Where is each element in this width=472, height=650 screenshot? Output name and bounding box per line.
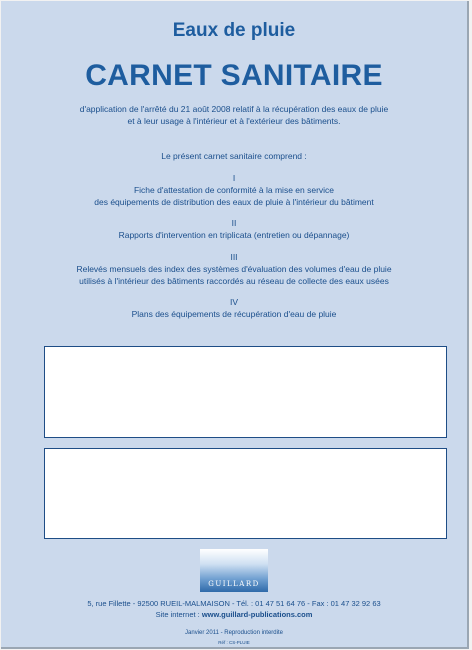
logo-text: GUILLARD xyxy=(208,580,260,588)
blank-field-upper[interactable] xyxy=(44,346,447,438)
section-2 xyxy=(21,217,447,241)
document-page xyxy=(1,1,469,649)
document-title: CARNET SANITAIRE xyxy=(85,59,383,92)
contents-heading: Le présent carnet sanitaire comprend : xyxy=(161,151,307,161)
blank-field-lower[interactable] xyxy=(44,448,447,539)
reference-code: Réf : CS-PLUIE xyxy=(218,640,250,645)
section-1 xyxy=(21,172,447,208)
intro-line-1: d'application de l'arrêté du 21 août 2008 relatif à la récupération des eaux de pluie xyxy=(79,104,389,114)
website-label: Site internet : xyxy=(155,610,202,619)
section-line-2: des équipements de distribution des eaux de pluie à l'intérieur du bâtiment xyxy=(94,197,374,207)
section-number: I xyxy=(232,173,236,183)
publisher-address: 5, rue Fillette - 92500 RUEIL-MALMAISON - Tél. : 01 47 51 64 76 - Fax : 01 47 32 92 63 xyxy=(87,599,381,608)
edition-note: Janvier 2011 - Reproduction interdite xyxy=(185,630,283,636)
guillard-logo xyxy=(200,549,268,592)
section-line-1: Plans des équipements de récupération d'eau de pluie xyxy=(131,309,337,319)
section-4 xyxy=(21,296,447,320)
section-line-1: Fiche d'attestation de conformité à la mise en service xyxy=(133,185,335,195)
section-number: III xyxy=(230,252,238,262)
section-number: IV xyxy=(229,297,239,307)
section-number: II xyxy=(231,218,237,228)
intro-line-2: et à leur usage à l'intérieur et à l'extérieur des bâtiments. xyxy=(127,116,341,126)
intro-text xyxy=(21,103,447,127)
section-line-1: Relevés mensuels des index des systèmes d'évaluation des volumes d'eau de pluie xyxy=(76,264,392,274)
website-link[interactable]: www.guillard-publications.com xyxy=(201,610,313,619)
section-line-2: utilisés à l'intérieur des bâtiments raccordés au réseau de collecte des eaux usées xyxy=(79,276,389,286)
document-subtitle: Eaux de pluie xyxy=(172,20,296,41)
website-line xyxy=(1,610,467,620)
section-line-1: Rapports d'intervention en triplicata (entretien ou dépannage) xyxy=(118,230,350,240)
section-3 xyxy=(21,251,447,287)
